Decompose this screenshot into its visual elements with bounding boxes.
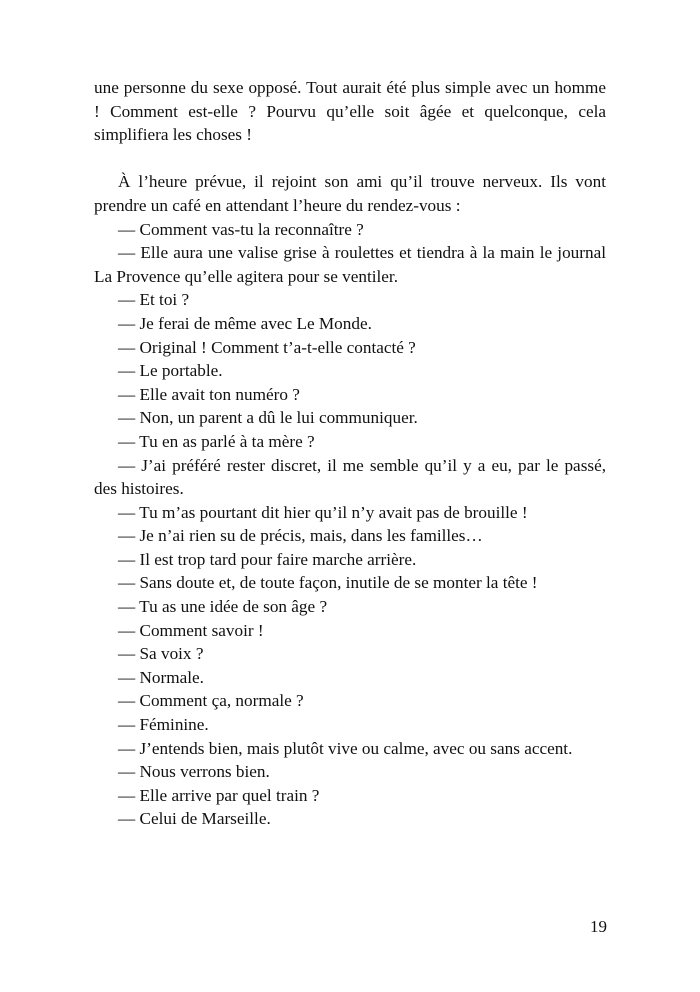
dialogue-line: — Tu as une idée de son âge ?: [118, 597, 328, 617]
dialogue-line: — Sa voix ?: [118, 644, 204, 664]
paragraph-gap: [94, 147, 606, 171]
dialogue-line: — Elle arrive par quel train ?: [118, 785, 320, 805]
page-number: 19: [590, 917, 607, 936]
dialogue-line: — Je n’ai rien su de précis, mais, dans les familles…: [118, 526, 483, 546]
dialogue-line: — Celui de Marseille.: [118, 809, 271, 829]
dialogue-line: — Original ! Comment t’a-t-elle contacté ?: [118, 337, 416, 357]
dialogue-line: — Je ferai de même avec Le Monde.: [118, 313, 372, 333]
dialogue-line: — Non, un parent a dû le lui communiquer.: [118, 408, 418, 428]
page-text: [94, 76, 606, 831]
dialogue-line: — Tu m’as pourtant dit hier qu’il n’y avait pas de brouille !: [118, 502, 528, 522]
dialogue-line: — Comment savoir !: [118, 620, 264, 640]
dialogue-line: — Tu en as parlé à ta mère ?: [118, 431, 315, 451]
dialogue-line: — J’entends bien, mais plutôt vive ou calme, avec ou sans accent.: [118, 738, 573, 758]
dialogue-line: — Il est trop tard pour faire marche arrière.: [118, 549, 417, 569]
dialogue-line: — Normale.: [118, 667, 204, 687]
dialogue-line: — Elle avait ton numéro ?: [118, 384, 300, 404]
dialogue-line: — Le portable.: [118, 361, 223, 381]
dialogue-line: — Comment vas-tu la reconnaître ?: [118, 219, 364, 239]
dialogue-line: — Elle aura une valise grise à roulettes et tiendra à la main le journal La Provence qu’elle agitera pour se ventiler.: [94, 243, 606, 286]
dialogue-line: — J’ai préféré rester discret, il me semble qu’il y a eu, par le passé, des histoires.: [94, 455, 606, 499]
paragraph-continued: une personne du sexe opposé. Tout aurait été plus simple avec un homme ! Comment est-elle ? Pourvu qu’elle soit âgée et quelconque, cela simplifiera les choses !: [94, 78, 606, 145]
dialogue-line: — Comment ça, normale ?: [118, 691, 304, 711]
dialogue-line: — Sans doute et, de toute façon, inutile de se monter la tête !: [118, 573, 538, 593]
dialogue-line: — Féminine.: [118, 715, 209, 735]
dialogue-line: — Nous verrons bien.: [118, 762, 270, 782]
dialogue-line: — Et toi ?: [118, 290, 190, 310]
paragraph-arrival: À l’heure prévue, il rejoint son ami qu’il trouve nerveux. Ils vont prendre un café en attendant l’heure du rendez-vous :: [94, 172, 606, 215]
